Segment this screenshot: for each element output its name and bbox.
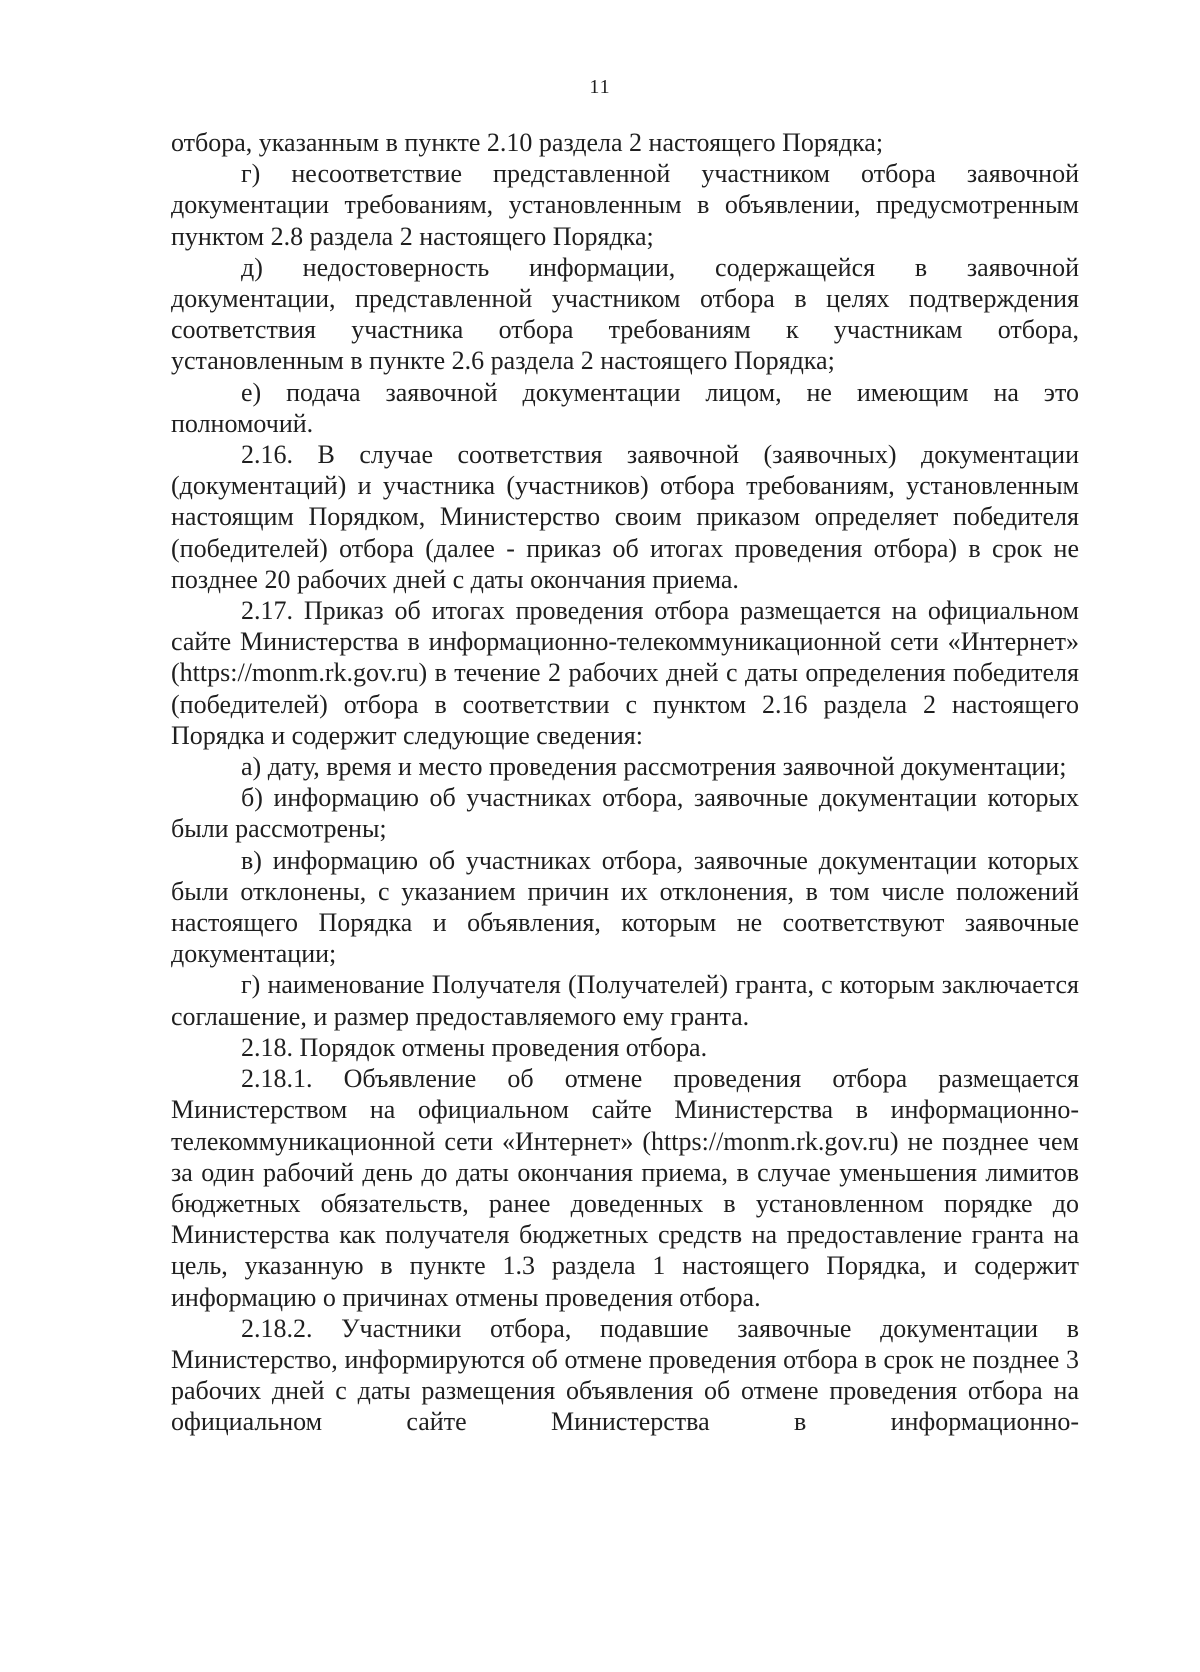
paragraph-item-a: а) дату, время и место проведения рассмотрения заявочной документации; bbox=[241, 752, 1067, 782]
page-number: 11 bbox=[589, 76, 611, 98]
paragraph-item-d: д) недостоверность информации, содержащейся в заявочной документации, представленной участником отбора в целях подтверждения соответствия участника отбора требованиям к участникам отбора, установленным в пункте 2.6 раздела 2 настоящего Порядка; bbox=[171, 252, 1079, 376]
paragraph-item-e: е) подача заявочной документации лицом, не имеющим на это полномочий. bbox=[171, 377, 1079, 438]
paragraph-2-16: 2.16. В случае соответствия заявочной (заявочных) документации (документаций) и участника (участников) отбора требованиям, установленным настоящим Порядком, Министерство своим приказом определяет победителя (победителей) отбора (далее - приказ об итогах проведения отбора) в срок не позднее 20 рабочих дней с даты окончания приема. bbox=[171, 440, 1079, 594]
document-body bbox=[171, 127, 1079, 1438]
paragraph-item-g-2: г) наименование Получателя (Получателей) гранта, с которым заключается соглашение, и размер предоставляемого ему гранта. bbox=[171, 970, 1079, 1031]
paragraph-continuation: отбора, указанным в пункте 2.10 раздела 2 настоящего Порядка; bbox=[171, 128, 884, 157]
paragraph-item-b: б) информацию об участниках отбора, заявочные документации которых были рассмотрены; bbox=[171, 783, 1079, 844]
paragraph-2-18-1: 2.18.1. Объявление об отмене проведения отбора размещается Министерством на официальном сайте Министерства в информационно-телекоммуникационной сети «Интернет» (https://monm.rk.gov.ru) не позднее чем за один рабочий день до даты окончания приема, в случае уменьшения лимитов бюджетных обязательств, ранее доведенных в установленном порядке до Министерства как получателя бюджетных средств на предоставление гранта на цель, указанную в пункте 1.3 раздела 1 настоящего Порядка, и содержит информацию о причинах отмены проведения отбора. bbox=[171, 1064, 1079, 1312]
paragraph-2-18: 2.18. Порядок отмены проведения отбора. bbox=[241, 1032, 708, 1062]
paragraph-2-17: 2.17. Приказ об итогах проведения отбора размещается на официальном сайте Министерства в информационно-телекоммуникационной сети «Интернет» (https://monm.rk.gov.ru) в течение 2 рабочих дней с даты определения победителя (победителей) отбора в соответствии с пунктом 2.16 раздела 2 настоящего Порядка и содержит следующие сведения: bbox=[171, 596, 1079, 750]
paragraph-item-v: в) информацию об участниках отбора, заявочные документации которых были отклонены, с указанием причин их отклонения, в том числе положений настоящего Порядка и объявления, которым не соответствуют заявочные документации; bbox=[171, 845, 1079, 969]
paragraph-2-18-2: 2.18.2. Участники отбора, подавшие заявочные документации в Министерство, информируются об отмене проведения отбора в срок не позднее 3 рабочих дней с даты размещения объявления об отмене проведения отбора на официальном сайте Министерства в информационно- bbox=[171, 1313, 1079, 1437]
paragraph-item-g: г) несоответствие представленной участником отбора заявочной документации требованиям, установленным в объявлении, предусмотренным пунктом 2.8 раздела 2 настоящего Порядка; bbox=[171, 159, 1079, 251]
